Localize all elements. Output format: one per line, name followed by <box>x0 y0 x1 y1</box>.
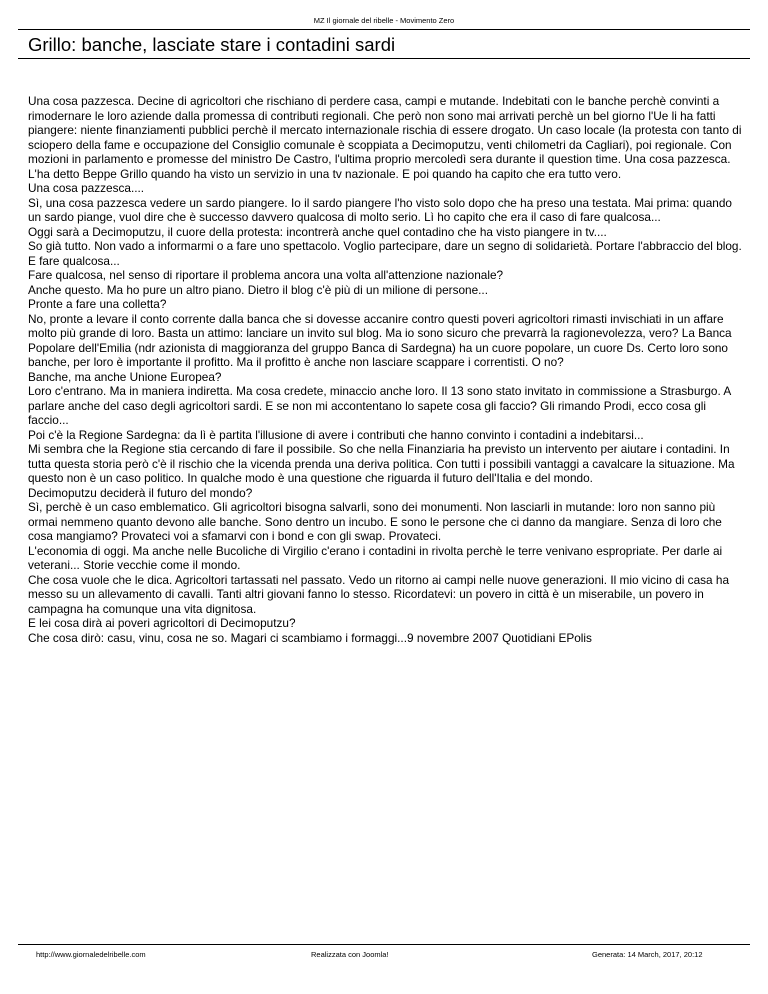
article-paragraph: Che cosa dirò: casu, vinu, cosa ne so. Magari ci scambiamo i formaggi...9 novembre 2007 Quotidiani EPolis <box>28 630 592 645</box>
title-top-rule <box>18 29 750 30</box>
article-paragraph: L'economia di oggi. Ma anche nelle Bucoliche di Virgilio c'erano i contadini in rivolta perchè le terre venivano espropriate. Per darle ai veterani... Storie vecchie come il mondo. <box>28 543 723 572</box>
article-paragraph: Una cosa pazzesca. Decine di agricoltori che rischiano di perdere casa, campi e mutande. Indebitati con le banche perchè convinti a rimodernare le loro aziende dalla promessa di contributi regionali. Che però non sono mai arrivati perchè un bel giorno l'Ue li ha fatti piangere: niente finanziamenti pubblici perchè il mercato internazionale rischia di essere drogato. Un caso locale (la protesta con tanto di sciopero della fame e occupazione del Consiglio comunale è scoppiata a Decimoputzu, venti chilometri da Cagliari), poi regionale. Con mozioni in parlamento e promesse del ministro De Castro, l'ultima proprio mercoledì sera durante il question time. Una cosa pazzesca. L'ha detto Beppe Grillo quando ha visto un servizio in una tv nazionale. E poi quando ha capito che era tutto vero. <box>28 94 742 181</box>
article-paragraph: Decimoputzu deciderà il futuro del mondo? <box>28 485 253 500</box>
footer-site-url[interactable]: http://www.giornaledelribelle.com <box>36 950 146 959</box>
page-footer <box>0 950 768 960</box>
article-paragraph: No, pronte a levare il conto corrente dalla banca che si dovesse accanire contro questi poveri agricoltori rimasti invischiati in un affare molto più grande di loro. Basta un attimo: lanciare un invito sul blog. Ma io sono sicuro che prevarrà la ragionevolezza, vero? La Banca Popolare dell'Emilia (ndr azionista di maggioranza del gruppo Banca di Sardegna) ha un cuore popolare, un cuore Ds. Certo loro sono banche, per loro è importante il profitto. Ma il profitto è anche non lasciare scappare i correntisti. O no? <box>28 311 732 369</box>
title-bottom-rule <box>18 58 750 59</box>
article-paragraph: Oggi sarà a Decimoputzu, il cuore della protesta: incontrerà anche quel contadino che ha visto piangere in tv.... <box>28 224 607 239</box>
article-paragraph: Banche, ma anche Unione Europea? <box>28 369 222 384</box>
footer-credit: Realizzata con Joomla! <box>311 950 389 959</box>
article-paragraph: Anche questo. Ma ho pure un altro piano. Dietro il blog c'è più di un milione di persone... <box>28 282 488 297</box>
footer-rule <box>18 944 750 945</box>
article-paragraph: Poi c'è la Regione Sardegna: da lì è partita l'illusione di avere i contributi che hanno convinto i contadini a indebitarsi... <box>28 427 644 442</box>
article-paragraph: Una cosa pazzesca.... <box>28 181 145 195</box>
article-title: Grillo: banche, lasciate stare i contadini sardi <box>28 34 396 55</box>
page-header: MZ Il giornale del ribelle - Movimento Zero <box>313 16 455 25</box>
article-paragraph: Sì, una cosa pazzesca vedere un sardo piangere. Io il sardo piangere l'ho visto solo dopo che ha preso una testata. Mai prima: quando un sardo piange, vuol dire che è successo davvero qualcosa di molto serio. Lì ho capito che era il caso di fare qualcosa... <box>28 195 732 224</box>
article-paragraph: Pronte a fare una colletta? <box>28 297 167 311</box>
article-paragraph: Loro c'entrano. Ma in maniera indiretta. Ma cosa credete, minaccio anche loro. Il 13 sono stato invitato in commissione a Strasburgo. A parlare anche del caso degli agricoltori sardi. E se non mi accontentano lo sapete cosa gli faccio? Gli rimando Prodi, ecco cosa gli faccio... <box>28 384 731 427</box>
article-body <box>28 94 746 645</box>
article-paragraph: Fare qualcosa, nel senso di riportare il problema ancora una volta all'attenzione nazionale? <box>28 268 504 282</box>
article-paragraph: Mi sembra che la Regione stia cercando di fare il possibile. So che nella Finanziaria ha previsto un intervento per aiutare i contadini. In tutta questa storia però c'è il rischio che la vicenda prenda una deriva politica. Con tutti i possibili vantaggi a cavalcare la situazione. Ma questo non è un caso politico. In qualche modo è una questione che riguarda il futuro dell'Italia e del mondo. <box>28 442 735 485</box>
article-paragraph: Sì, perchè è un caso emblematico. Gli agricoltori bisogna salvarli, sono dei monumenti. Non lasciarli in mutande: loro non sanno più ormai nemmeno quanto devono alle banche. Sono dentro un incubo. E sono le persone che ci danno da mangiare. Senza di loro che cosa mangiamo? Provateci voi a sfamarvi con i bond e con gli swap. Provateci. <box>28 500 722 543</box>
footer-generated-date: Generata: 14 March, 2017, 20:12 <box>592 950 703 959</box>
article-paragraph: Che cosa vuole che le dica. Agricoltori tartassati nel passato. Vedo un ritorno ai campi nelle nuove generazioni. Il mio vicino di casa ha messo su un allevamento di cavalli. Tanti altri giovani fanno lo stesso. Ricordatevi: un povero in città è un miserabile, un povero in campagna ha comunque una vita dignitosa. <box>28 572 729 616</box>
article-paragraph: E lei cosa dirà ai poveri agricoltori di Decimoputzu? <box>28 616 296 630</box>
article-paragraph: So già tutto. Non vado a informarmi o a fare uno spettacolo. Voglio partecipare, dare un segno di solidarietà. Portare l'abbraccio del blog. E fare qualcosa... <box>28 239 742 268</box>
